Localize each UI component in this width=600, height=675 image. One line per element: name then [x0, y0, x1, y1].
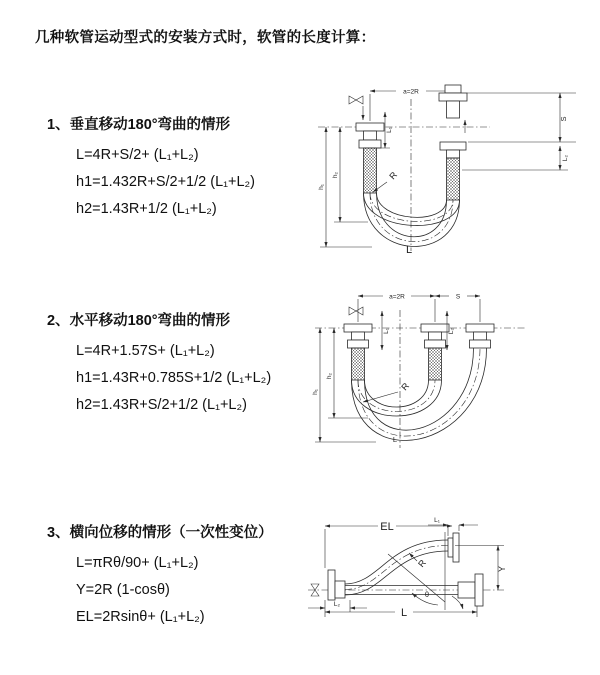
flange-plate [359, 140, 381, 148]
hose-centerline-displaced [358, 348, 480, 436]
flange-neck [364, 131, 377, 140]
hose-outline [345, 551, 448, 595]
formula-h1: h1=1.432R+S/2+1/2 (L₁+L₂) [76, 174, 256, 190]
hose-outline [377, 193, 447, 217]
valve-icon [349, 96, 363, 104]
formula-h2: h2=1.43R+S/2+1/2 (L₁+L₂) [76, 397, 247, 413]
page-title: 几种软管运动型式的安装方式时，软管的长度计算： [35, 30, 376, 46]
dim-label-span: a=2R [403, 88, 419, 96]
flange-left [344, 324, 372, 380]
flange-plate [328, 570, 335, 600]
diagram-vertical-180-bend [310, 75, 600, 255]
hose-outline-displaced [365, 348, 474, 430]
flange-neck [447, 150, 460, 158]
dim-label-l2: L₂ [448, 327, 455, 335]
hose-outline-displaced [377, 193, 447, 237]
dim-label-y: Y [497, 565, 507, 573]
hose-outline-displaced [352, 348, 487, 440]
dim-label-h2: h₂ [332, 171, 339, 179]
diagram-horizontal-180-bend [310, 280, 600, 475]
flange-plate [439, 93, 467, 101]
formula-length: L=4R+S/2+ (L₁+L₂) [76, 147, 199, 163]
flange-nut [445, 85, 461, 93]
length-label: L [392, 435, 398, 444]
dim-label-s: S [455, 293, 461, 301]
dim-label-h2: h₂ [326, 372, 333, 380]
flange-plate-displaced [448, 538, 453, 557]
formula-length: L=πRθ/90+ (L₁+L₂) [76, 555, 199, 571]
formula-y: Y=2R (1-cosθ) [76, 582, 170, 598]
flange-plate-original [475, 574, 483, 606]
valve-icon [349, 307, 363, 315]
section-heading: 2、水平移动180°弯曲的情形 [47, 313, 231, 329]
dim-label-l1: L₁ [386, 127, 393, 133]
flange-plate [356, 123, 384, 131]
length-label: L [405, 244, 413, 256]
section-heading: 3、横向位移的情形（一次性变位） [47, 525, 273, 541]
dim-label-l1: L₁ [434, 517, 440, 524]
dim-label-l1: L₁ [383, 328, 390, 334]
angle-label: θ [424, 590, 430, 599]
hose-braid [447, 158, 460, 200]
section-horizontal-movement [47, 309, 271, 419]
hose-braid [364, 148, 377, 193]
flange-hub [335, 581, 345, 598]
diagram-lateral-displacement [300, 505, 600, 675]
dim-label-h1: h₁ [312, 389, 319, 395]
flange-right-displaced [466, 324, 494, 348]
dim-label-h1: h₁ [318, 184, 325, 190]
section-lateral-displacement [47, 521, 273, 631]
flange-middle [421, 324, 449, 380]
formula-el: EL=2Rsinθ+ (L₁+L₂) [76, 609, 205, 625]
dim-label-span: a=2R [389, 293, 405, 301]
dim-label-l2: L₂ [562, 154, 569, 162]
formula-h1: h1=1.43R+0.785S+1/2 (L₁+L₂) [76, 370, 272, 386]
flange-plate [440, 142, 466, 150]
radius-label: R [387, 169, 400, 182]
dim-label-s: S [559, 116, 568, 122]
section-vertical-movement [47, 113, 255, 223]
dim-label-l2: L₂ [333, 601, 341, 608]
dim-label-l: L [400, 607, 408, 619]
flange-plate-displaced [453, 533, 459, 562]
flange-neck [447, 101, 460, 118]
flange-hub-original [458, 582, 475, 598]
section-heading: 1、垂直移动180°弯曲的情形 [47, 117, 231, 133]
dim-label-el: EL [380, 521, 394, 533]
hose-outline [365, 380, 429, 407]
formula-h2: h2=1.43R+1/2 (L₁+L₂) [76, 201, 217, 217]
radius-label: R [399, 380, 412, 393]
formula-length: L=4R+1.57S+ (L₁+L₂) [76, 343, 215, 359]
radius-label: R [416, 557, 429, 570]
